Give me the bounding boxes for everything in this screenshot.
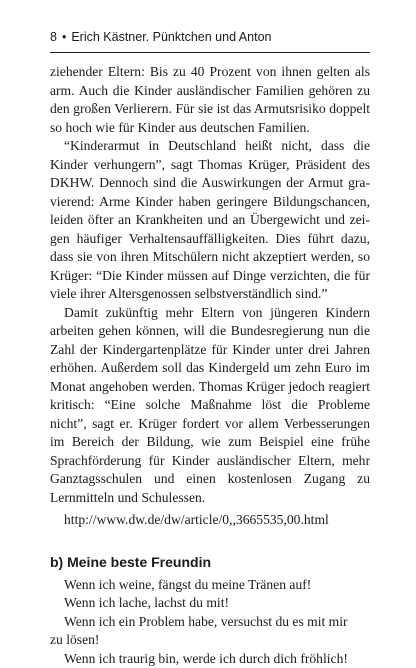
article-paragraph: ziehender Eltern: Bis zu 40 Prozent von ihnen gelten als arm. Auch die Kinder ausländischer Familien gehören zu den großen Verlierern. Für sie ist das Armutsrisiko doppelt so hoch wie für Kinder aus deutschen Familien. — [50, 63, 370, 137]
running-header — [50, 28, 370, 53]
poem-line: Wenn ich weine, fängst du meine Tränen auf! — [50, 576, 370, 595]
book-page — [50, 28, 370, 668]
poem-line: Wenn ich traurig bin, werde ich durch dich fröhlich! — [50, 650, 370, 668]
article-paragraph: Damit zukünftig mehr Eltern von jüngeren Kindern arbeiten gehen können, will die Bundesregierung nun die Zahl der Kindergartenplätze für Kinder unter drei Jahren erhöhen. Außerdem soll das Kindergeld um zehn Euro im Monat angehoben werden. Thomas Krüger jedoch reagiert kritisch: “Eine solche Maßnahme löst die Probleme nicht”, sagt er. Krüger fordert vor allem Verbesserungen im Bereich der Bildung, wie zum Beispiel eine frühe Sprachförderung für Kinder ausländischer Eltern, mehr Ganztagsschulen und einen kostenlosen Zugang zu Lernmitteln und Schulessen. — [50, 304, 370, 508]
source-url: http://www.dw.de/dw/article/0,,3665535,00.html — [50, 511, 370, 530]
poem-body — [50, 576, 370, 668]
poem-line: Wenn ich lache, lachst du mit! — [50, 594, 370, 613]
header-separator: • — [62, 28, 66, 46]
section-heading: b) Meine beste Freundin — [50, 552, 370, 572]
poem-line: zu lösen! — [50, 631, 370, 650]
poem-line: Wenn ich ein Problem habe, versuchst du es mit mir — [50, 613, 370, 632]
page-number: 8 — [50, 30, 57, 44]
running-title: Erich Kästner. Pünktchen und Anton — [71, 30, 271, 44]
article-body — [50, 63, 370, 507]
article-paragraph: “Kinderarmut in Deutschland heißt nicht, dass die Kinder verhungern”, sagt Thomas Krüger, Präsident des DKHW. Dennoch sind die Auswirkungen der Armut gravierend: Arme Kinder haben geringere Bildungschancen, leiden öfter an Krankheiten und an Übergewicht und zeigen häufiger Verhaltensauffälligkeiten. Dies führt dazu, dass sie von ihren Mitschülern nicht akzeptiert werden, so Krüger: “Die Kinder müssen auf Dinge verzichten, die für viele ihrer Altersgenossen selbstverständlich sind.” — [50, 137, 370, 304]
